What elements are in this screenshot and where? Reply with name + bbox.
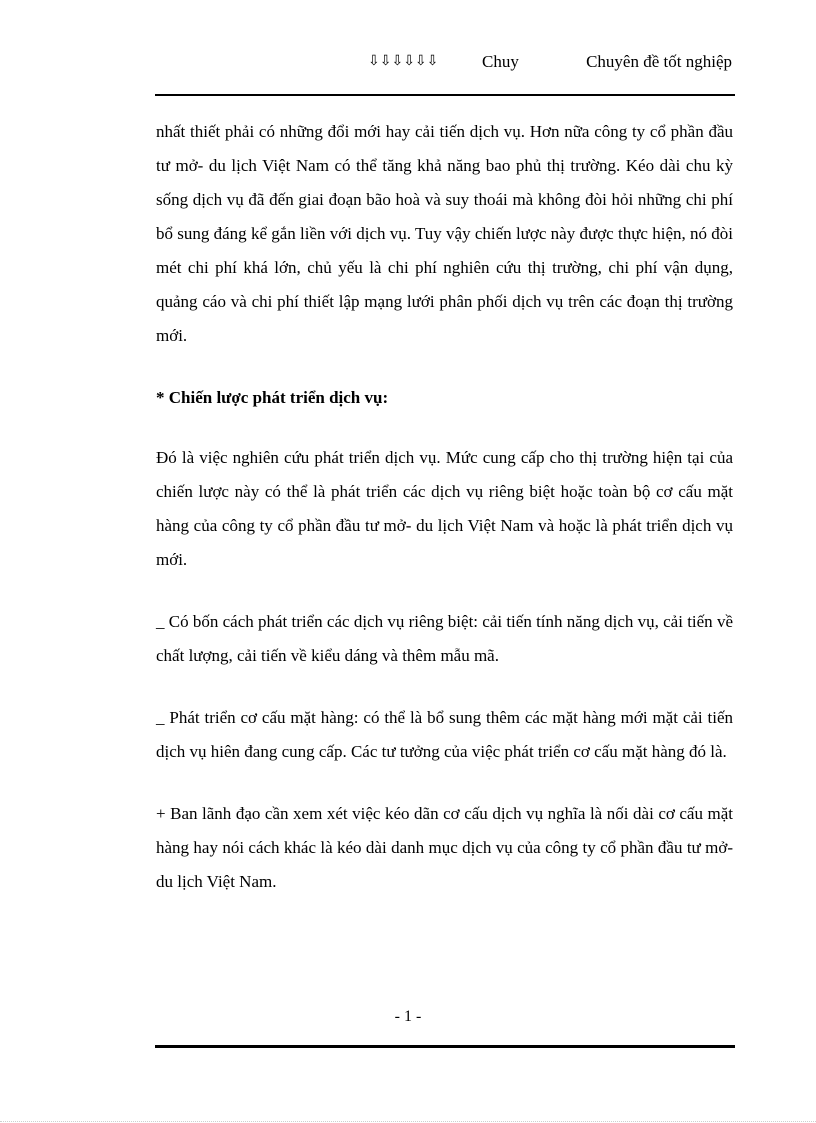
paragraph-2: Đó là việc nghiên cứu phát triển dịch vụ. Mức cung cấp cho thị trường hiện tại của chiến lược này có thể là phát triển các dịch vụ riêng biệt hoặc toàn bộ cơ cấu mặt hàng của công ty cổ phần đầu tư mở- du lịch Việt Nam và hoặc là phát triển dịch vụ mới. — [156, 448, 733, 569]
page-edge — [0, 1121, 816, 1122]
paragraph-4: _ Phát triển cơ cấu mặt hàng: có thể là bổ sung thêm các mặt hàng mới mặt cải tiến dịch vụ hiên đang cung cấp. Các tư tưởng của việc phát triển cơ cấu mặt hàng đó là. — [156, 708, 733, 761]
section-heading: * Chiến lược phát triển dịch vụ: — [156, 388, 389, 407]
header-short-title: Chuy — [482, 52, 519, 71]
footer-rule — [155, 1045, 735, 1048]
paragraph-1: nhất thiết phải có những đổi mới hay cải tiến dịch vụ. Hơn nữa công ty cổ phần đầu tư mở- du lịch Việt Nam có thể tăng khả năng bao phủ thị trường. Kéo dài chu kỳ sống dịch vụ đã đến giai đoạn bão hoà và suy thoái mà không đòi hỏi những chi phí bổ sung đáng kể gắn liền với dịch vụ. Tuy vậy chiến lược này được thực hiện, nó đòi mét chi phí khá lớn, chủ yếu là chi phí nghiên cứu thị trường, chi phí vận dụng, quảng cáo và chi phí thiết lập mạng lưới phân phối dịch vụ trên các đoạn thị trường mới. — [156, 122, 733, 345]
paragraph-3: _ Có bốn cách phát triển các dịch vụ riêng biệt: cải tiến tính năng dịch vụ, cải tiến về chất lượng, cải tiến về kiểu dáng và thêm mẫu mã. — [156, 612, 733, 665]
header-rule — [155, 94, 735, 96]
page-number: - 1 - — [394, 1008, 422, 1025]
document-body — [156, 115, 733, 927]
paragraph-5: + Ban lãnh đạo cần xem xét việc kéo dãn cơ cấu dịch vụ nghĩa là nối dài cơ cấu mặt hàng hay nói cách khác là kéo dài danh mục dịch vụ của công ty cổ phần đầu tư mở- du lịch Việt Nam. — [156, 804, 733, 891]
header-title: Chuyên đề tốt nghiệp — [586, 52, 732, 71]
page-header — [155, 50, 735, 78]
header-arrows: ⇩⇩⇩⇩⇩⇩ — [368, 53, 439, 69]
